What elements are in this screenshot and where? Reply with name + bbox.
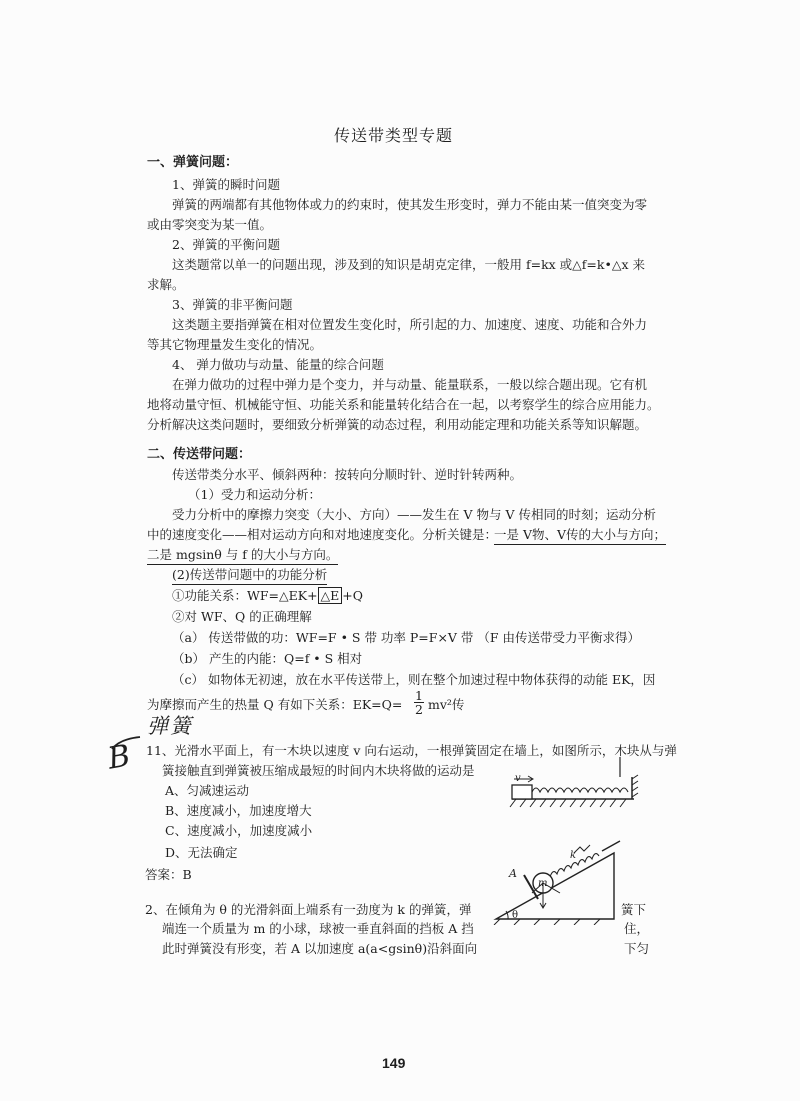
option-d: D、无法确定	[165, 845, 238, 860]
paragraph-line: 传送带类分水平、倾斜两种：按转向分顺时针、逆时针转两种。	[172, 467, 523, 482]
formula-line	[172, 588, 363, 604]
section-heading-conveyor: 二、传送带问题：	[147, 447, 252, 462]
fraction	[414, 689, 424, 716]
paragraph-line: 在弹力做功的过程中弹力是个变力，并与动量、能量联系，一般以综合题出现。它有机	[172, 377, 648, 392]
paragraph-line: （b） 产生的内能：Q=f • S 相对	[172, 651, 363, 666]
question-text: 11、光滑水平面上，有一木块以速度 v 向右运动，一根弹簧固定在墙上，如图所示，木块从与弹	[146, 743, 677, 758]
spring-constant-label: k	[570, 850, 577, 861]
paragraph-line: 等其它物理量发生变化的情况。	[147, 337, 323, 352]
plate-label: A	[509, 867, 517, 880]
formula-text: +Q	[342, 588, 364, 603]
paragraph-line: 地将动量守恒、机械能守恒、功能关系和能量转化结合在一起，以考察学生的综合应用能力。	[147, 397, 660, 412]
subsection-title: 3、弹簧的非平衡问题	[172, 297, 293, 312]
question-text-tail: 簧下	[621, 902, 647, 917]
paragraph-line: 这类题常以单一的问题出现，涉及到的知识是胡克定律，一般用 f=kx 或△f=k•△x 来	[172, 257, 645, 272]
question-text: 簧接触直到弹簧被压缩成最短的时间内木块将做的运动是	[162, 763, 475, 778]
mass-label: m	[538, 878, 548, 889]
question-text-tail: 住，	[624, 921, 650, 936]
block-spring-figure	[500, 755, 650, 825]
underlined-key-point: 一是 V物、V传的大小与方向；	[494, 527, 666, 545]
paragraph-line: ②对 WF、Q 的正确理解	[172, 609, 312, 624]
subsection-title: 2、弹簧的平衡问题	[172, 237, 280, 252]
paragraph-line: 弹簧的两端都有其他物体或力的约束时，使其发生形变时，弹力不能由某一值突变为零	[172, 197, 648, 212]
page-number: 149	[382, 1055, 406, 1071]
paragraph-line: 或由零突变为某一值。	[147, 217, 273, 232]
option-b: B、速度减小，加速度增大	[165, 803, 312, 818]
paragraph-line: 分析解决这类问题时，要细致分析弹簧的动态过程，利用动能定理和功能关系等知识解题。	[147, 417, 648, 432]
boxed-term: △E	[318, 587, 343, 604]
formula-text: mv²传	[428, 697, 465, 712]
paragraph-line: 为摩擦而产生的热量 Q 有如下关系：EK=Q=	[147, 697, 403, 712]
fraction-numerator: 1	[415, 688, 423, 703]
question-text: 2、在倾角为 θ 的光滑斜面上端系有一劲度为 k 的弹簧，弹	[145, 902, 472, 917]
underlined-key-point: 二是 mgsinθ 与 f 的大小与方向。	[147, 547, 338, 565]
paragraph-line: 受力分析中的摩擦力突变（大小、方向）——发生在 V 物与 V 传相同的时刻；运动分析	[172, 507, 656, 522]
page-title: 传送带类型专题	[334, 126, 454, 145]
margin-answer-mark: B	[105, 738, 133, 777]
paragraph-line: （a） 传送带做的功：WF=F • S 带 功率 P=F×V 带 （F 由传送带受力平衡求得）	[172, 630, 641, 645]
answer-text: 答案：B	[145, 867, 192, 882]
paragraph-line: （c） 如物体无初速，放在水平传送带上，则在整个加速过程中物体获得的动能 EK，因	[172, 672, 656, 687]
margin-check-stroke	[108, 735, 144, 755]
option-a: A、匀减速运动	[165, 783, 250, 798]
fraction-denominator: 2	[415, 702, 423, 717]
subsection-title: 1、弹簧的瞬时问题	[172, 177, 280, 192]
paragraph-line: 中的速度变化——相对运动方向和对地速度变化。分析关键是：	[147, 527, 498, 542]
formula-text: ①功能关系：WF=△EK+	[172, 588, 318, 603]
subsection-title: （1）受力和运动分析：	[188, 487, 321, 502]
subsection-title: (2)传送带问题中的功能分析	[172, 567, 327, 585]
subsection-title: 4、 弹力做功与动量、能量的综合问题	[172, 357, 384, 372]
question-text: 此时弹簧没有形变，若 A 以加速度 a(a<gsinθ)沿斜面向	[162, 941, 478, 956]
question-text: 端连一个质量为 m 的小球，球被一垂直斜面的挡板 A 挡	[162, 921, 474, 936]
option-c: C、速度减小，加速度减小	[165, 823, 313, 838]
paragraph-line: 求解。	[147, 277, 185, 292]
handwritten-heading: 弹簧	[147, 714, 193, 738]
angle-label: θ	[512, 910, 519, 921]
section-heading-springs: 一、弹簧问题：	[147, 155, 239, 170]
velocity-label: v	[515, 773, 521, 784]
question-text-tail: 下匀	[624, 941, 650, 956]
paragraph-line: 这类题主要指弹簧在相对位置发生变化时，所引起的力、加速度、速度、功能和合外力	[172, 317, 648, 332]
